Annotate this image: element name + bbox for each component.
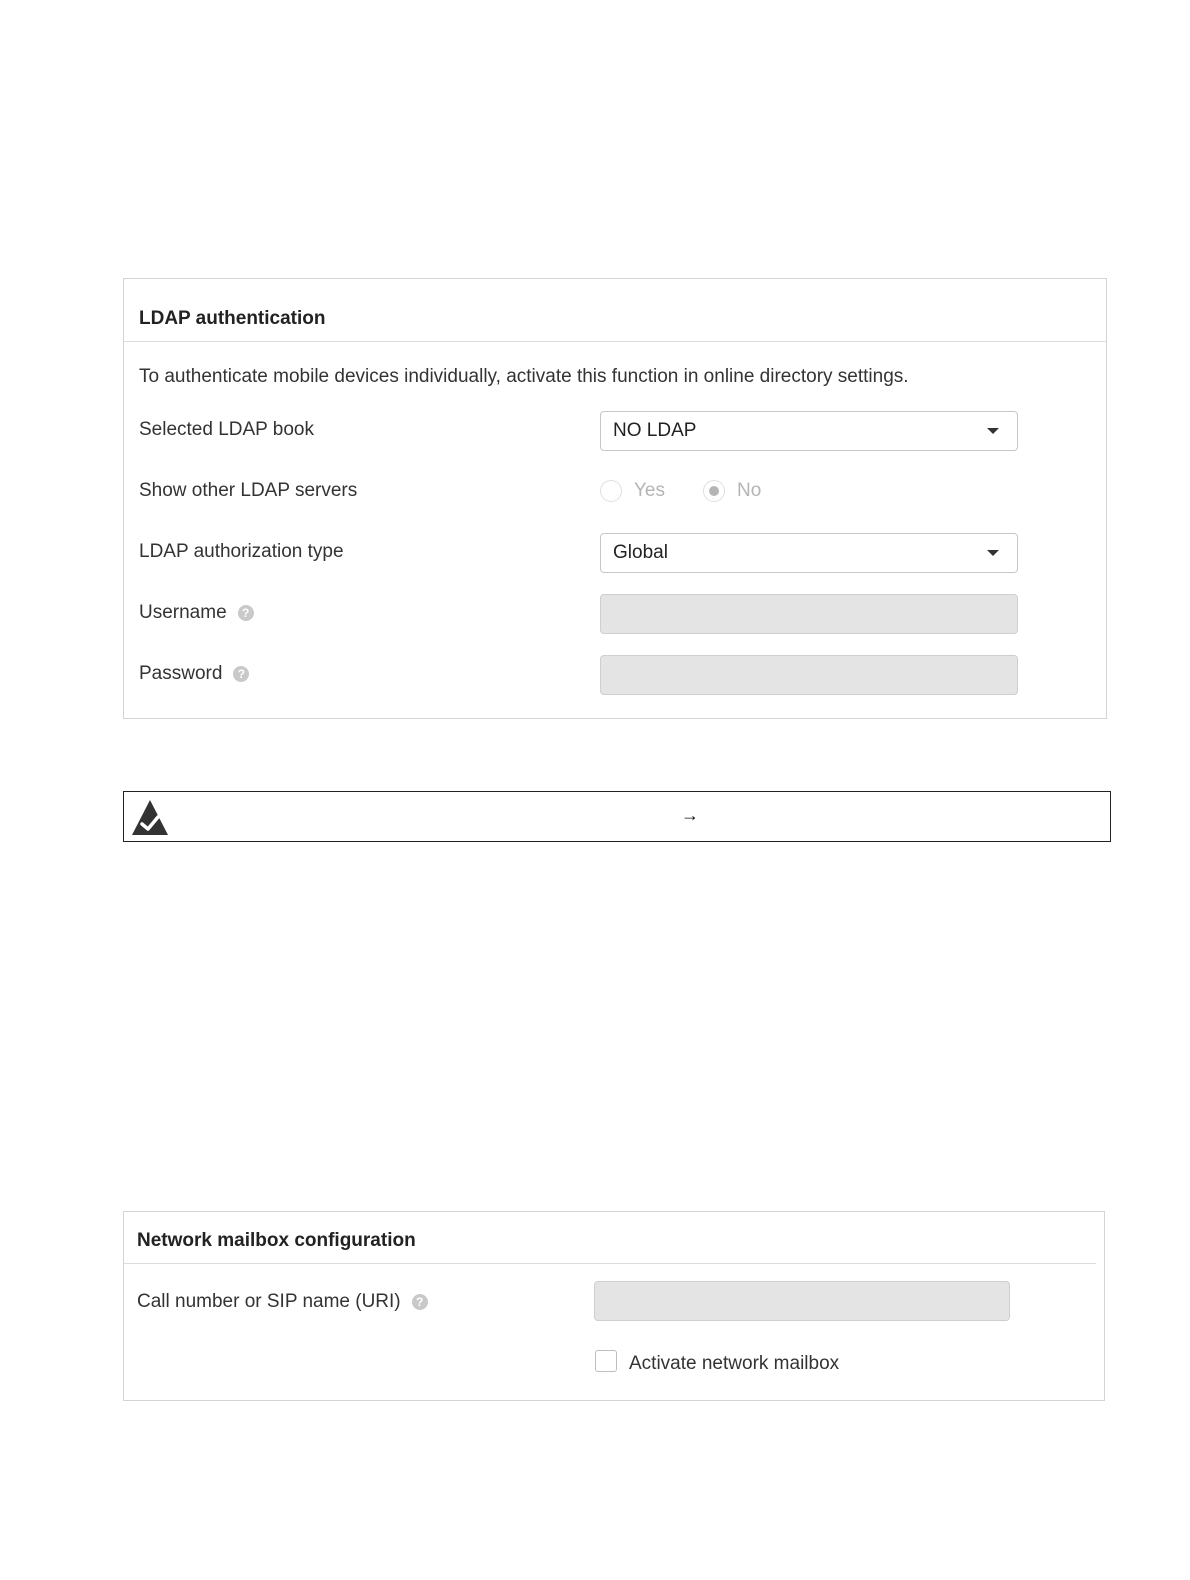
- mailbox-panel-title: Network mailbox configuration: [137, 1230, 416, 1251]
- help-icon[interactable]: ?: [238, 605, 254, 621]
- warning-check-icon: [131, 798, 169, 836]
- activate-network-mailbox-label[interactable]: Activate network mailbox: [629, 1353, 840, 1374]
- radio-selected-dot: [709, 486, 719, 496]
- ldap-authentication-panel: [123, 278, 1107, 719]
- radio-yes[interactable]: [600, 480, 622, 502]
- help-icon[interactable]: ?: [233, 666, 249, 682]
- selected-ldap-book-select[interactable]: [600, 411, 1018, 451]
- radio-no-label: No: [737, 480, 762, 501]
- arrow-icon: →: [681, 805, 699, 825]
- help-icon[interactable]: ?: [412, 1294, 428, 1310]
- ldap-intro-text: To authenticate mobile devices individually, activate this function in online directory settings.: [139, 366, 909, 387]
- radio-no[interactable]: [703, 480, 725, 502]
- radio-yes-label: Yes: [634, 480, 665, 501]
- show-other-ldap-radio-group: [600, 480, 799, 502]
- activate-network-mailbox-checkbox[interactable]: [595, 1350, 617, 1372]
- username-input[interactable]: [600, 594, 1018, 634]
- call-number-uri-label: Call number or SIP name (URI) ?: [137, 1291, 428, 1313]
- username-label: Username ?: [139, 602, 254, 624]
- ldap-authorization-type-label: LDAP authorization type: [139, 541, 344, 562]
- chevron-down-icon: [987, 550, 999, 556]
- ldap-authorization-type-select[interactable]: [600, 533, 1018, 573]
- call-number-uri-input[interactable]: [594, 1281, 1010, 1321]
- ldap-authorization-type-value: Global: [613, 542, 668, 563]
- chevron-down-icon: [987, 428, 999, 434]
- mailbox-panel-divider: [124, 1263, 1096, 1264]
- password-input[interactable]: [600, 655, 1018, 695]
- ldap-panel-title: LDAP authentication: [139, 308, 326, 329]
- password-label: Password ?: [139, 663, 249, 685]
- selected-ldap-book-value: NO LDAP: [613, 420, 697, 441]
- ldap-panel-divider: [124, 341, 1106, 342]
- warning-note-box: [123, 791, 1111, 842]
- network-mailbox-panel: [123, 1211, 1105, 1401]
- show-other-ldap-label: Show other LDAP servers: [139, 480, 358, 501]
- selected-ldap-book-label: Selected LDAP book: [139, 419, 314, 440]
